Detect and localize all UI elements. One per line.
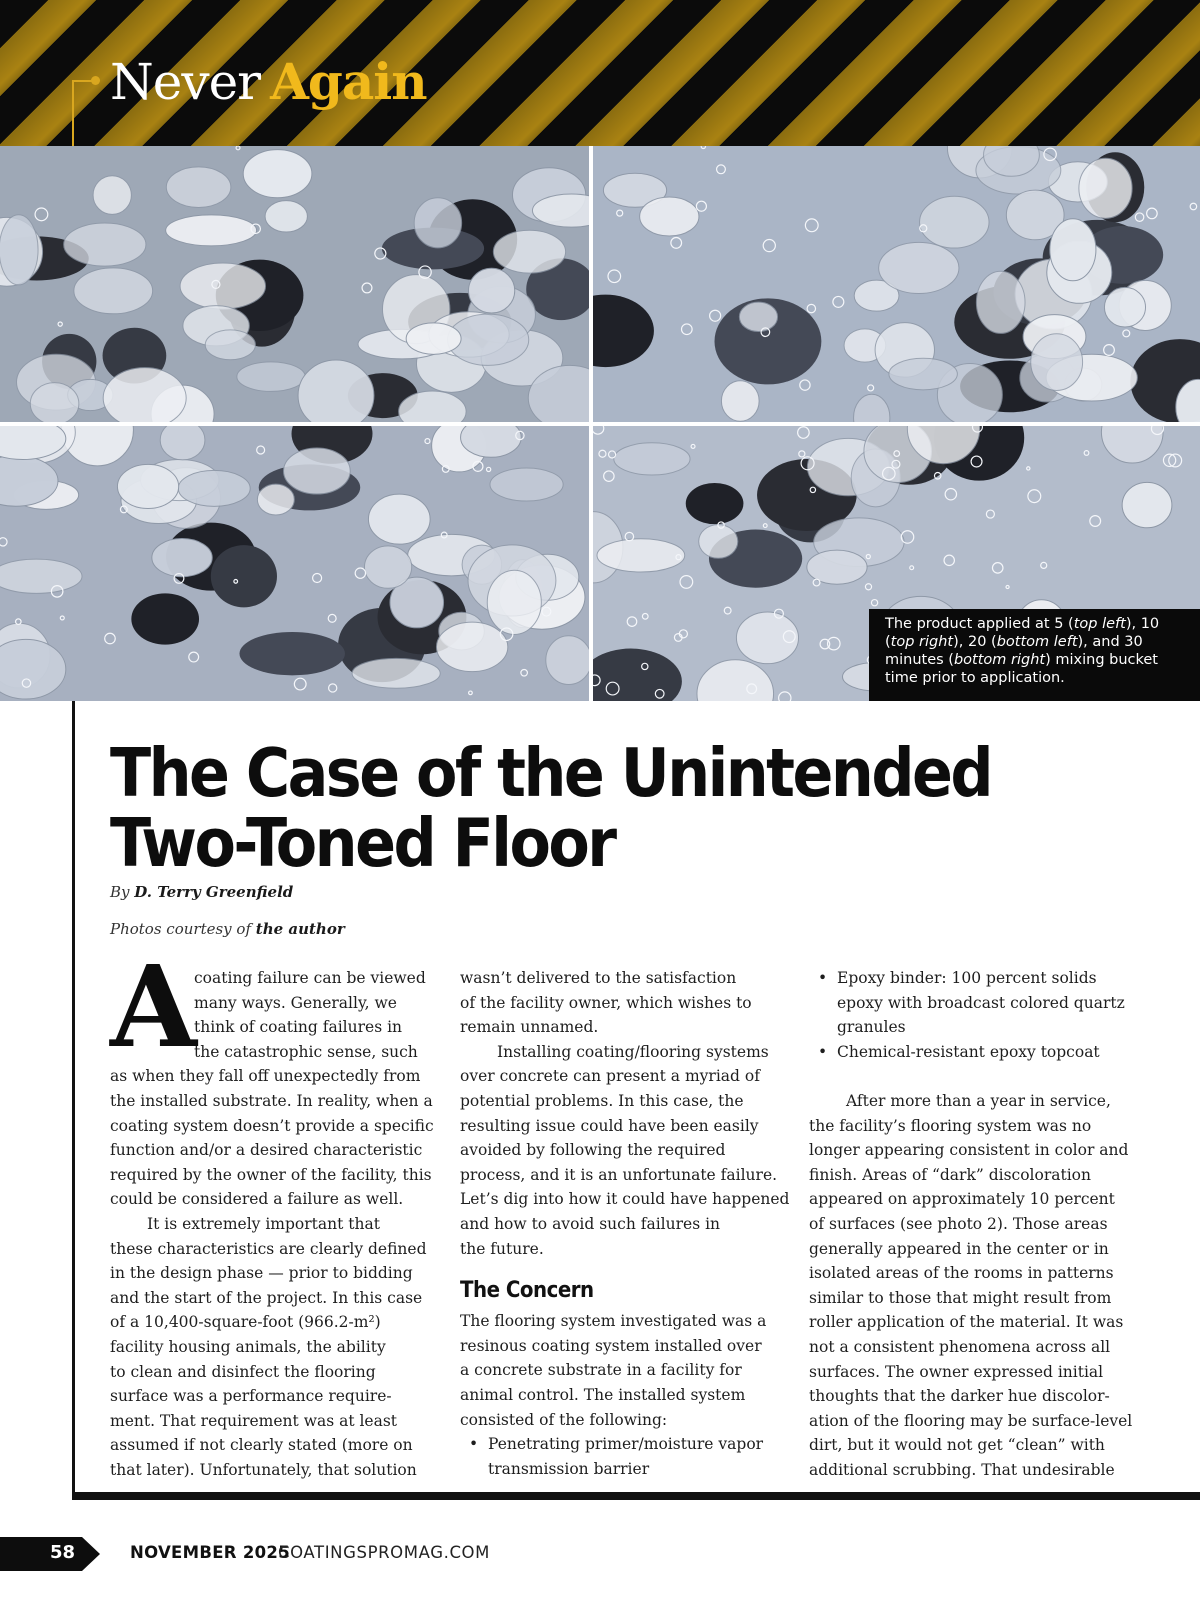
quartz-granule xyxy=(0,215,38,285)
photo-credit-source: the author xyxy=(255,920,345,938)
system-components-list-continued xyxy=(809,966,1139,1064)
drop-cap: A xyxy=(110,942,197,1073)
paragraph: After more than a year in service, the facility’s flooring system was no longer appearing consistent in color and finish. Areas of “dark” discoloration appeared on approximately 10 percent of surfaces (see photo 2). Those areas generally appeared in the center or in isolated areas of the rooms in patterns similar to those that might result from roller application of the material. It was not a consistent phenomena across all surfaces. The owner expressed initial thoughts that the darker hue discolor- ation of the flooring may be surface-level dirt, but it would not get “clean” with additional scrubbing. That undesirable xyxy=(809,1091,1133,1479)
paragraph: wasn’t delivered to the satisfaction of the facility owner, which wishes to remain unnamed. xyxy=(460,969,752,1037)
list-item: • Epoxy binder: 100 percent solids epoxy with broadcast colored quartz granules xyxy=(809,966,1139,1040)
issue-date: NOVEMBER 2025 xyxy=(130,1543,290,1562)
quartz-granule xyxy=(1050,219,1096,281)
photo-caption: The product applied at 5 (top left), 10 (top right), 20 (bottom left), and 30 minutes (bottom right) mixing bucket time prior to application. xyxy=(869,609,1200,701)
quartz-granule xyxy=(889,358,958,390)
quartz-granule xyxy=(166,167,231,208)
quartz-granule xyxy=(352,658,440,688)
system-components-list xyxy=(460,1432,782,1481)
article-frame-left-rule xyxy=(72,701,75,1492)
dark-granule xyxy=(240,632,345,675)
quartz-granule xyxy=(976,271,1025,333)
quartz-granule xyxy=(1079,158,1132,218)
quartz-granule xyxy=(117,464,178,508)
page-number: 58 xyxy=(50,1542,76,1563)
headline-line-2: Two-Toned Floor xyxy=(110,804,615,882)
quartz-granule xyxy=(490,468,563,501)
dark-granule xyxy=(131,593,199,644)
quartz-granule xyxy=(265,201,307,232)
quartz-granule xyxy=(160,426,205,460)
quartz-granule xyxy=(1031,334,1083,391)
series-title xyxy=(110,52,427,112)
quartz-granule xyxy=(178,470,250,506)
quartz-granule xyxy=(469,268,515,313)
quartz-granule xyxy=(0,559,82,593)
list-item: • Chemical-resistant epoxy topcoat xyxy=(809,1040,1139,1065)
byline: By D. Terry Greenfield xyxy=(110,883,294,901)
quartz-granule xyxy=(205,330,255,360)
paragraph: Installing coating/flooring systems over concrete can present a myriad of potential problems. In this case, the resulting issue could have been easily avoided by following the required process, and it is an unfortunate failure. Let’s dig into how it could have happened and how to avoid such failures in the future. xyxy=(460,1042,790,1258)
quartz-granule xyxy=(406,323,461,355)
quartz-granule xyxy=(546,636,589,685)
quartz-granule xyxy=(699,525,738,559)
article-headline xyxy=(110,734,1010,882)
article-frame-bottom-rule xyxy=(72,1492,1200,1500)
quartz-granule xyxy=(166,215,257,246)
quartz-granule xyxy=(614,443,690,475)
granule-texture xyxy=(593,146,1200,422)
quartz-granule xyxy=(30,383,79,422)
quartz-granule xyxy=(180,263,265,309)
quartz-granule xyxy=(721,381,759,421)
dark-granule xyxy=(211,545,277,607)
headline-line-1: The Case of the Unintended xyxy=(110,734,992,812)
quartz-granule xyxy=(739,302,777,331)
quartz-granule xyxy=(368,494,430,544)
dark-granule xyxy=(686,483,744,524)
photo-top-right xyxy=(593,146,1200,422)
quartz-granule xyxy=(597,539,685,572)
body-column-3 xyxy=(809,966,1139,1482)
website-url[interactable]: COATINGSPROMAG.COM xyxy=(278,1543,490,1562)
photo-top-left xyxy=(0,146,589,422)
photo-bottom-left xyxy=(0,426,589,701)
quartz-granule xyxy=(284,448,351,494)
series-title-part1: Never xyxy=(110,53,261,111)
body-column-1 xyxy=(110,966,432,1482)
quartz-granule xyxy=(243,150,312,198)
granule-texture xyxy=(0,146,589,422)
quartz-granule xyxy=(64,223,146,266)
quartz-granule xyxy=(237,362,305,392)
quartz-granule xyxy=(1104,287,1145,327)
quartz-granule xyxy=(640,197,699,236)
list-item: • Penetrating primer/moisture vapor transmission barrier xyxy=(460,1432,782,1481)
quartz-granule xyxy=(736,612,798,664)
granule-texture xyxy=(0,426,589,701)
quartz-granule xyxy=(103,368,186,422)
quartz-granule xyxy=(1122,482,1172,527)
quartz-granule xyxy=(257,484,294,515)
paragraph: coating failure can be viewed many ways. Generally, we think of coating failures in the catastrophic sense, such as when they fall off unexpectedly from the installed substrate. In reality, when a coating system doesn’t provide a specific function and/or a desired characteristic required by the owner of the facility, this could be considered a failure as well. xyxy=(110,969,434,1209)
header-bracket-ornament xyxy=(72,80,94,148)
quartz-granule xyxy=(364,546,411,588)
quartz-granule xyxy=(879,242,959,293)
quartz-granule xyxy=(93,176,131,215)
header-bracket-dot xyxy=(91,76,100,85)
photo-credit: Photos courtesy of the author xyxy=(110,920,345,938)
quartz-granule xyxy=(920,196,990,248)
body-column-2 xyxy=(460,966,790,1481)
paragraph: The flooring system investigated was a resinous coating system installed over a concrete substrate in a facility for animal control. The installed system consisted of the following: xyxy=(460,1312,767,1429)
byline-author: D. Terry Greenfield xyxy=(134,883,294,901)
paragraph: It is extremely important that these characteristics are clearly defined in the design phase — prior to bidding and the start of the project. In this case of a 10,400-square-foot (966.2-m²) facility housing animals, the ability to clean and disinfect the flooring surface was a performance require- ment. That requirement was at least assumed if not clearly stated (more on that later). Unfortunately, that solution xyxy=(110,1214,427,1479)
quartz-granule xyxy=(152,539,212,577)
quartz-granule xyxy=(436,622,507,671)
quartz-granule xyxy=(493,230,565,273)
quartz-granule xyxy=(487,570,541,634)
quartz-granule xyxy=(74,268,153,314)
subhead-the-concern: The Concern xyxy=(460,1278,594,1304)
quartz-granule xyxy=(414,198,461,248)
series-title-part2: Again xyxy=(270,52,427,111)
